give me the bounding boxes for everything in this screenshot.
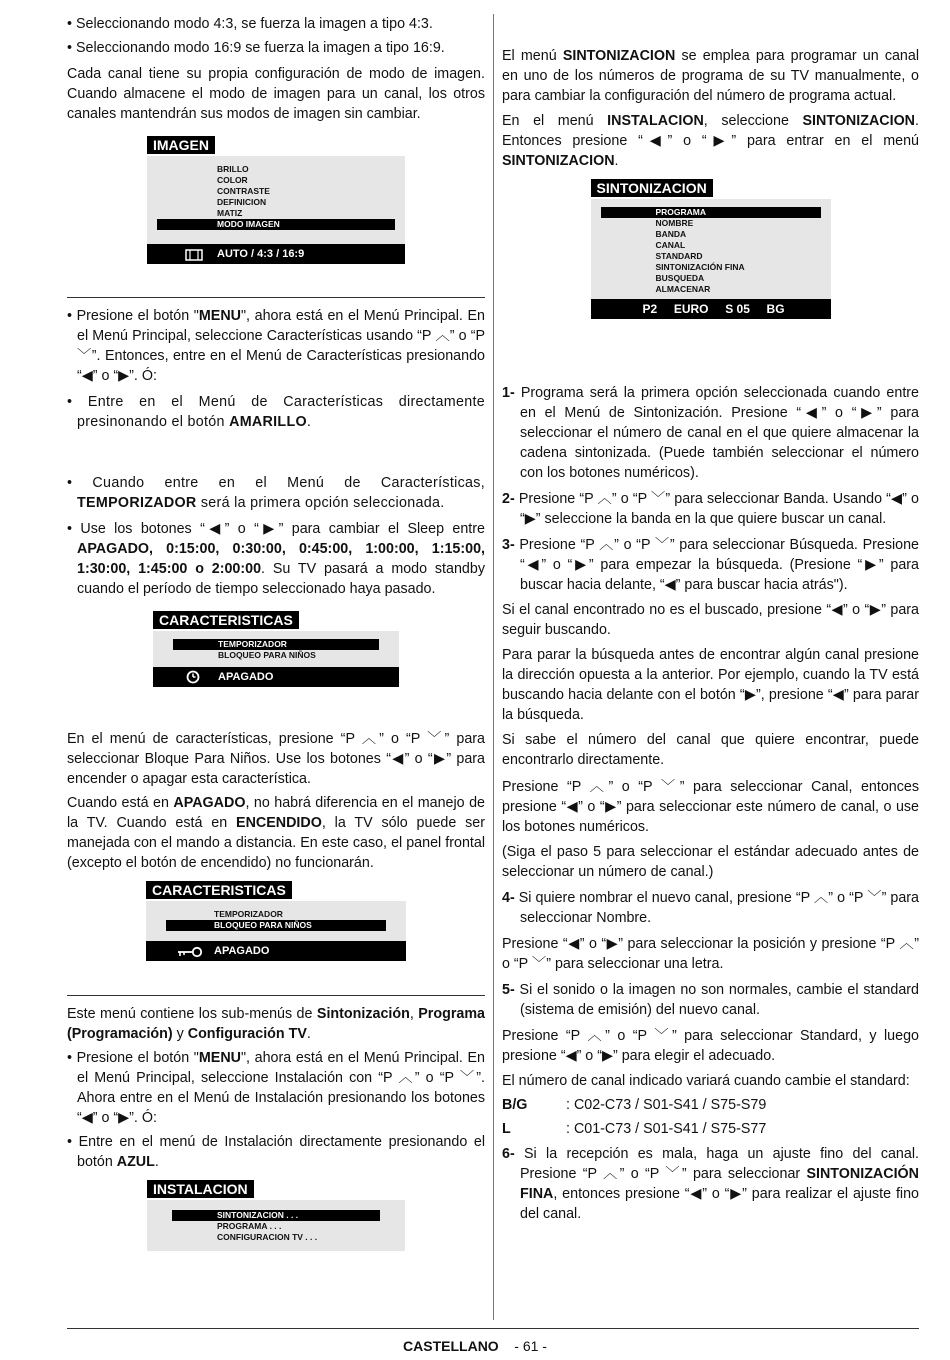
menu-item: PROGRAMA . . . <box>217 1221 282 1231</box>
menu-item-selected: TEMPORIZADOR <box>173 639 379 650</box>
footer-language: CASTELLANO <box>403 1338 499 1354</box>
paragraph-install-submenus: Este menú contiene los sub-menús de Sintonización, Programa (Programación) y Configuración TV. <box>67 1006 485 1042</box>
instalacion-menu <box>147 1180 405 1251</box>
column-divider <box>493 14 494 1320</box>
aspect-ratio-icon <box>185 248 203 268</box>
paragraph-stop-search: Para parar la búsqueda antes de encontrar algún canal presione la dirección opuesta a la anterior. Por ejemplo, cuando la TV está buscando hacia delante con el botón “▶”, presione “◀” para parar la búsqueda. <box>502 647 919 723</box>
paragraph-channel-varies: El número de canal indicado variará cuando cambie el standard: <box>502 1073 910 1089</box>
menu-item: STANDARD <box>655 251 703 261</box>
caracteristicas-menu-footer-text: APAGADO <box>218 671 274 683</box>
step-4: 4- Si quiere nombrar el nuevo canal, presione “P ︿” o “P ﹀” para seleccionar Nombre. <box>502 890 919 926</box>
menu-item-selected: BLOQUEO PARA NIÑOS <box>166 920 386 931</box>
menu-item-selected: PROGRAMA <box>601 207 821 218</box>
paragraph-sintonizacion-intro: El menú SINTONIZACION se emplea para programar un canal en uno de los números de programa de su TV manualmente, o para cambiar la configuración del número de programa actual. <box>502 48 920 104</box>
sintonizacion-menu-title: SINTONIZACION <box>591 179 713 197</box>
left-column <box>67 14 485 1251</box>
menu-item: BRILLO <box>217 164 249 174</box>
caracteristicas-menu-lock <box>146 881 406 961</box>
caracteristicas-menu-body <box>153 631 399 667</box>
caracteristicas-menu-body <box>146 901 406 937</box>
menu-item-selected: SINTONIZACION . . . <box>172 1210 380 1221</box>
step-3: 3- Presione “P ︿” o “P ﹀” para seleccionar Búsqueda. Presione “◀” o “▶” para empezar la búsqueda. (Presione “▶” para buscar hacia delante, “◀” para buscar hacia atrás"). <box>502 537 919 593</box>
caracteristicas-menu-title: CARACTERISTICAS <box>146 881 292 899</box>
clock-icon <box>186 670 200 691</box>
bullet-timer-first: • Cuando entre en el Menú de Características, TEMPORIZADOR será la primera opción seleccionada. <box>67 475 485 511</box>
paragraph-enter-sintonizacion: En el menú INSTALACION, seleccione SINTONIZACION. Entonces presione “◀” o “▶” para entrar en el menú SINTONIZACION. <box>502 113 919 169</box>
menu-item: ALMACENAR <box>655 284 711 294</box>
bullet-menu-features: • Presione el botón "MENU", ahora está en el Menú Principal. En el Menú Principal, seleccione Características usando “P ︿” o “P ﹀”. Entonces, entre en el Menú de Características presionando “◀” o “▶”. Ó: <box>67 308 485 384</box>
bullet-blue-button: • Entre en el menú de Instalación directamente presionando el botón AZUL. <box>67 1134 485 1170</box>
menu-item: BUSQUEDA <box>655 273 705 283</box>
sintonizacion-menu-footer: P2 EURO S 05 BG <box>591 299 831 319</box>
imagen-menu-footer-text: AUTO / 4:3 / 16:9 <box>217 248 305 260</box>
menu-item: NOMBRE <box>655 218 694 228</box>
page-number: - 61 - <box>514 1338 547 1354</box>
paragraph-child-lock: En el menú de características, presione “P ︿” o “P ﹀” para seleccionar Bloque Para Niños. Use los botones “◀” o “▶” para encender o apagar esta característica. <box>67 731 485 787</box>
caracteristicas-menu-title: CARACTERISTICAS <box>153 611 299 629</box>
instalacion-menu-body <box>147 1200 405 1251</box>
menu-item: SINTONIZACIÓN FINA <box>655 262 745 272</box>
paragraph-step5-note: (Siga el paso 5 para seleccionar el estándar adecuado antes de seleccionar un número de canal.) <box>502 844 919 880</box>
step-6: 6- Si la recepción es mala, haga un ajuste fino del canal. Presione “P ︿” o “P ﹀” para seleccionar SINTONIZACIÓN FINA, entonces presione “◀” o “▶” para realizar el ajuste fino del canal. <box>502 1146 919 1222</box>
paragraph-keep-searching: Si el canal encontrado no es el buscado, presione “◀” o “▶” para seguir buscando. <box>502 602 919 638</box>
step-1: 1- Programa será la primera opción seleccionada cuando entre en el Menú de Sintonización. Presione “◀” o “▶” para seleccionar el número de canal en el que quiere almacenar la cadena sintonizada. (Puede también seleccionar el número con los botones numéricos). <box>502 385 919 481</box>
menu-item: BANDA <box>655 229 687 239</box>
imagen-menu-body <box>147 156 405 236</box>
menu-item: CONTRASTE <box>217 186 270 196</box>
imagen-menu-footer <box>147 244 405 264</box>
imagen-menu-title: IMAGEN <box>147 136 215 154</box>
caracteristicas-menu-footer <box>153 667 399 687</box>
menu-item: CONFIGURACION TV . . . <box>217 1232 318 1242</box>
right-column <box>502 46 919 1229</box>
instalacion-menu-title: INSTALACION <box>147 1180 254 1198</box>
paragraph-child-lock-states: Cuando está en APAGADO, no habrá diferencia en el manejo de la TV. Cuando está en ENCENDIDO, la TV sólo puede ser manejada con el mando a distancia. En este caso, el panel frontal (excepto el botón de encendido) no funcionarán. <box>67 795 485 871</box>
page-footer <box>0 1336 950 1356</box>
sintonizacion-menu-body <box>591 199 831 299</box>
paragraph-select-channel: Presione “P ︿” o “P ﹀” para seleccionar Canal, entonces presione “◀” o “▶” para seleccionar este número de canal, o use los botones numéricos. <box>502 779 919 835</box>
paragraph-picture-mode: Cada canal tiene su propia configuración de modo de imagen. Cuando almacene el modo de imagen para un canal, los otros canales mantendrán sus modos de imagen sin cambiar. <box>67 66 485 122</box>
sintonizacion-menu <box>591 179 831 319</box>
paragraph-direct-channel: Si sabe el número del canal que quiere encontrar, puede encontrarlo directamente. <box>502 732 919 768</box>
standard-l-row: L : C01-C73 / S01-S41 / S75-S77 <box>502 1121 767 1137</box>
bullet-sleep-values: • Use los botones “◀” o “▶” para cambiar el Sleep entre APAGADO, 0:15:00, 0:30:00, 0:45:00, 1:00:00, 1:15:00, 1:30:00, 1:45:00 o 2:00:00. Su TV pasará a modo standby cuando el período de tiempo seleccionado haya pasado. <box>67 521 485 597</box>
bullet-yellow-button: • Entre en el Menú de Características directamente presinonando el botón AMARILLO. <box>67 394 485 430</box>
footer-rule <box>67 1328 919 1329</box>
menu-item: DEFINICION <box>217 197 267 207</box>
caracteristicas-menu-footer-text: APAGADO <box>214 945 270 957</box>
menu-item: BLOQUEO PARA NIÑOS <box>218 650 316 660</box>
caracteristicas-menu-footer <box>146 941 406 961</box>
imagen-menu <box>147 136 405 264</box>
paragraph-name-letters: Presione “◀” o “▶” para seleccionar la posición y presione “P ︿” o “P ﹀” para seleccionar una letra. <box>502 936 919 972</box>
caracteristicas-menu-timer <box>153 611 399 687</box>
paragraph-select-standard: Presione “P ︿” o “P ﹀” para seleccionar Standard, y luego presione “◀” o “▶” para elegir el adecuado. <box>502 1028 919 1064</box>
key-icon <box>176 945 204 965</box>
menu-item: TEMPORIZADOR <box>214 909 283 919</box>
bullet-mode-4-3: • Seleccionando modo 4:3, se fuerza la imagen a tipo 4:3. <box>67 16 433 32</box>
menu-item: COLOR <box>217 175 248 185</box>
step-5: 5- Si el sonido o la imagen no son normales, cambie el standard (sistema de emisión) del nuevo canal. <box>502 982 919 1018</box>
step-2: 2- Presione “P ︿” o “P ﹀” para seleccionar Banda. Usando “◀” o “▶” seleccione la banda en la que quiere buscar un canal. <box>502 491 919 527</box>
menu-item-selected: MODO IMAGEN <box>157 219 395 230</box>
menu-item: MATIZ <box>217 208 243 218</box>
bullet-menu-install: • Presione el botón "MENU", ahora está en el Menú Principal. En el Menú Principal, seleccione Instalación con “P ︿” o “P ﹀”. Ahora entre en el Menú de Instalación presionando los botones “◀” o “▶”. Ó: <box>67 1050 485 1126</box>
menu-item: CANAL <box>655 240 686 250</box>
standard-bg-row: B/G : C02-C73 / S01-S41 / S75-S79 <box>502 1097 767 1113</box>
bullet-mode-16-9: • Seleccionando modo 16:9 se fuerza la imagen a tipo 16:9. <box>67 40 445 56</box>
